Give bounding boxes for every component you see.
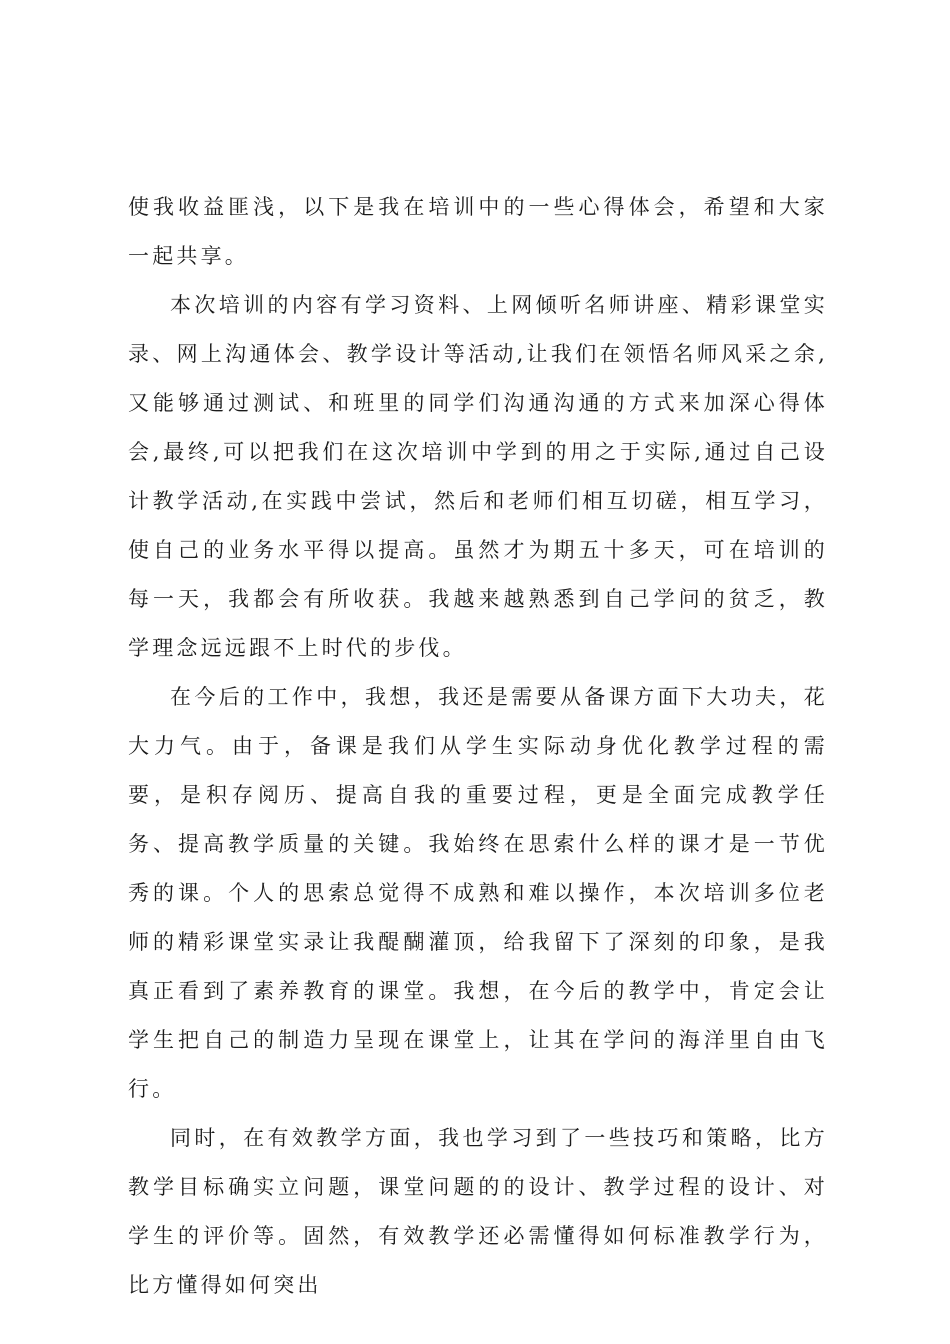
paragraph-effective-teaching: 同时，在有效教学方面，我也学习到了一些技巧和策略，比方教学目标确实立问题，课堂问题的的设计、教学过程的设计、对学生的评价等。固然，有效教学还必需懂得如何标准教学行为，比方懂得如何突出 <box>128 1126 828 1297</box>
document-body <box>128 183 828 1310</box>
paragraph-continuation: 使我收益匪浅，以下是我在培训中的一些心得体会，希望和大家一起共享。 <box>128 195 828 268</box>
paragraph-future-work: 在今后的工作中，我想，我还是需要从备课方面下大功夫，花大力气。由于，备课是我们从学生实际动身优化教学过程的需要，是积存阅历、提高自我的重要过程，更是全面完成教学任务、提高教学质量的关键。我始终在思索什么样的课才是一节优秀的课。个人的思索总觉得不成熟和难以操作，本次培训多位老师的精彩课堂实录让我醍醐灌顶，给我留下了深刻的印象，是我真正看到了素养教育的课堂。我想，在今后的教学中，肯定会让学生把自己的制造力呈现在课堂上，让其在学问的海洋里自由飞行。 <box>128 685 828 1101</box>
paragraph-training-content: 本次培训的内容有学习资料、上网倾听名师讲座、精彩课堂实录、网上沟通体会、教学设计等活动,让我们在领悟名师风采之余,又能够通过测试、和班里的同学们沟通沟通的方式来加深心得体会,最终,可以把我们在这次培训中学到的用之于实际,通过自己设计教学活动,在实践中尝试，然后和老师们相互切磋，相互学习，使自己的业务水平得以提高。虽然才为期五十多天，可在培训的每一天，我都会有所收获。我越来越熟悉到自己学问的贫乏，教学理念远远跟不上时代的步伐。 <box>128 293 828 660</box>
